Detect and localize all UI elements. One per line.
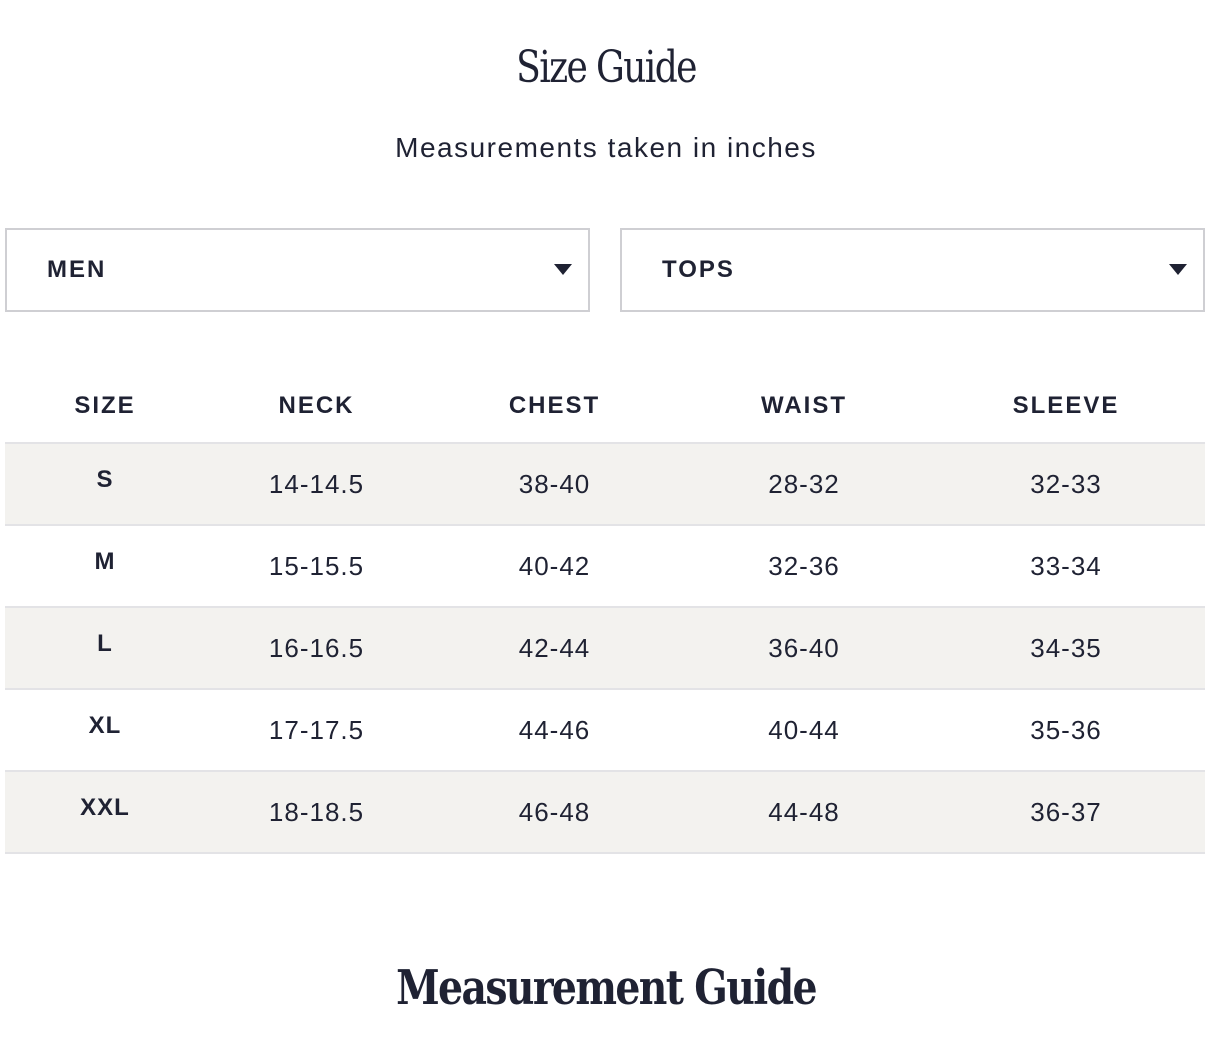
size-table bbox=[5, 370, 1205, 854]
size-cell: XXL bbox=[80, 794, 130, 821]
neck-cell: 16-16.5 bbox=[268, 632, 365, 663]
page-subtitle: Measurements taken in inches bbox=[395, 132, 817, 163]
gender-select[interactable] bbox=[5, 228, 590, 312]
header-neck: NECK bbox=[278, 392, 355, 419]
sleeve-cell: 34-35 bbox=[1030, 632, 1102, 663]
table-row bbox=[5, 772, 1205, 854]
page-title: Size Guide bbox=[516, 42, 696, 93]
size-cell: S bbox=[96, 466, 114, 493]
waist-cell: 40-44 bbox=[768, 714, 840, 745]
size-cell: XL bbox=[88, 712, 122, 739]
neck-cell: 15-15.5 bbox=[268, 550, 365, 581]
waist-cell: 28-32 bbox=[768, 468, 840, 499]
size-cell: M bbox=[94, 548, 116, 575]
size-cell: L bbox=[97, 630, 113, 657]
neck-cell: 17-17.5 bbox=[268, 714, 365, 745]
neck-cell: 18-18.5 bbox=[268, 796, 365, 827]
chest-cell: 42-44 bbox=[518, 632, 591, 663]
category-select[interactable] bbox=[620, 228, 1205, 312]
chest-cell: 40-42 bbox=[518, 550, 591, 581]
caret-down-icon bbox=[1169, 264, 1187, 275]
sleeve-cell: 33-34 bbox=[1030, 550, 1102, 581]
chest-cell: 38-40 bbox=[518, 468, 591, 499]
sleeve-cell: 35-36 bbox=[1030, 714, 1102, 745]
waist-cell: 44-48 bbox=[768, 796, 840, 827]
waist-cell: 32-36 bbox=[768, 550, 840, 581]
table-row bbox=[5, 526, 1205, 608]
table-row bbox=[5, 444, 1205, 526]
gender-select-value: MEN bbox=[47, 256, 107, 283]
table-row bbox=[5, 690, 1205, 772]
chest-cell: 46-48 bbox=[518, 796, 591, 827]
chest-cell: 44-46 bbox=[518, 714, 591, 745]
waist-cell: 36-40 bbox=[768, 632, 840, 663]
caret-down-icon bbox=[554, 264, 572, 275]
sleeve-cell: 36-37 bbox=[1030, 796, 1102, 827]
neck-cell: 14-14.5 bbox=[268, 468, 365, 499]
table-row bbox=[5, 608, 1205, 690]
header-size: SIZE bbox=[74, 392, 136, 419]
header-waist: WAIST bbox=[761, 392, 847, 419]
header-sleeve: SLEEVE bbox=[1012, 392, 1120, 419]
table-header-row bbox=[5, 370, 1205, 444]
header-chest: CHEST bbox=[508, 392, 601, 419]
sleeve-cell: 32-33 bbox=[1030, 468, 1102, 499]
measurement-guide-title: Measurement Guide bbox=[396, 960, 816, 1016]
category-select-value: TOPS bbox=[662, 256, 735, 283]
